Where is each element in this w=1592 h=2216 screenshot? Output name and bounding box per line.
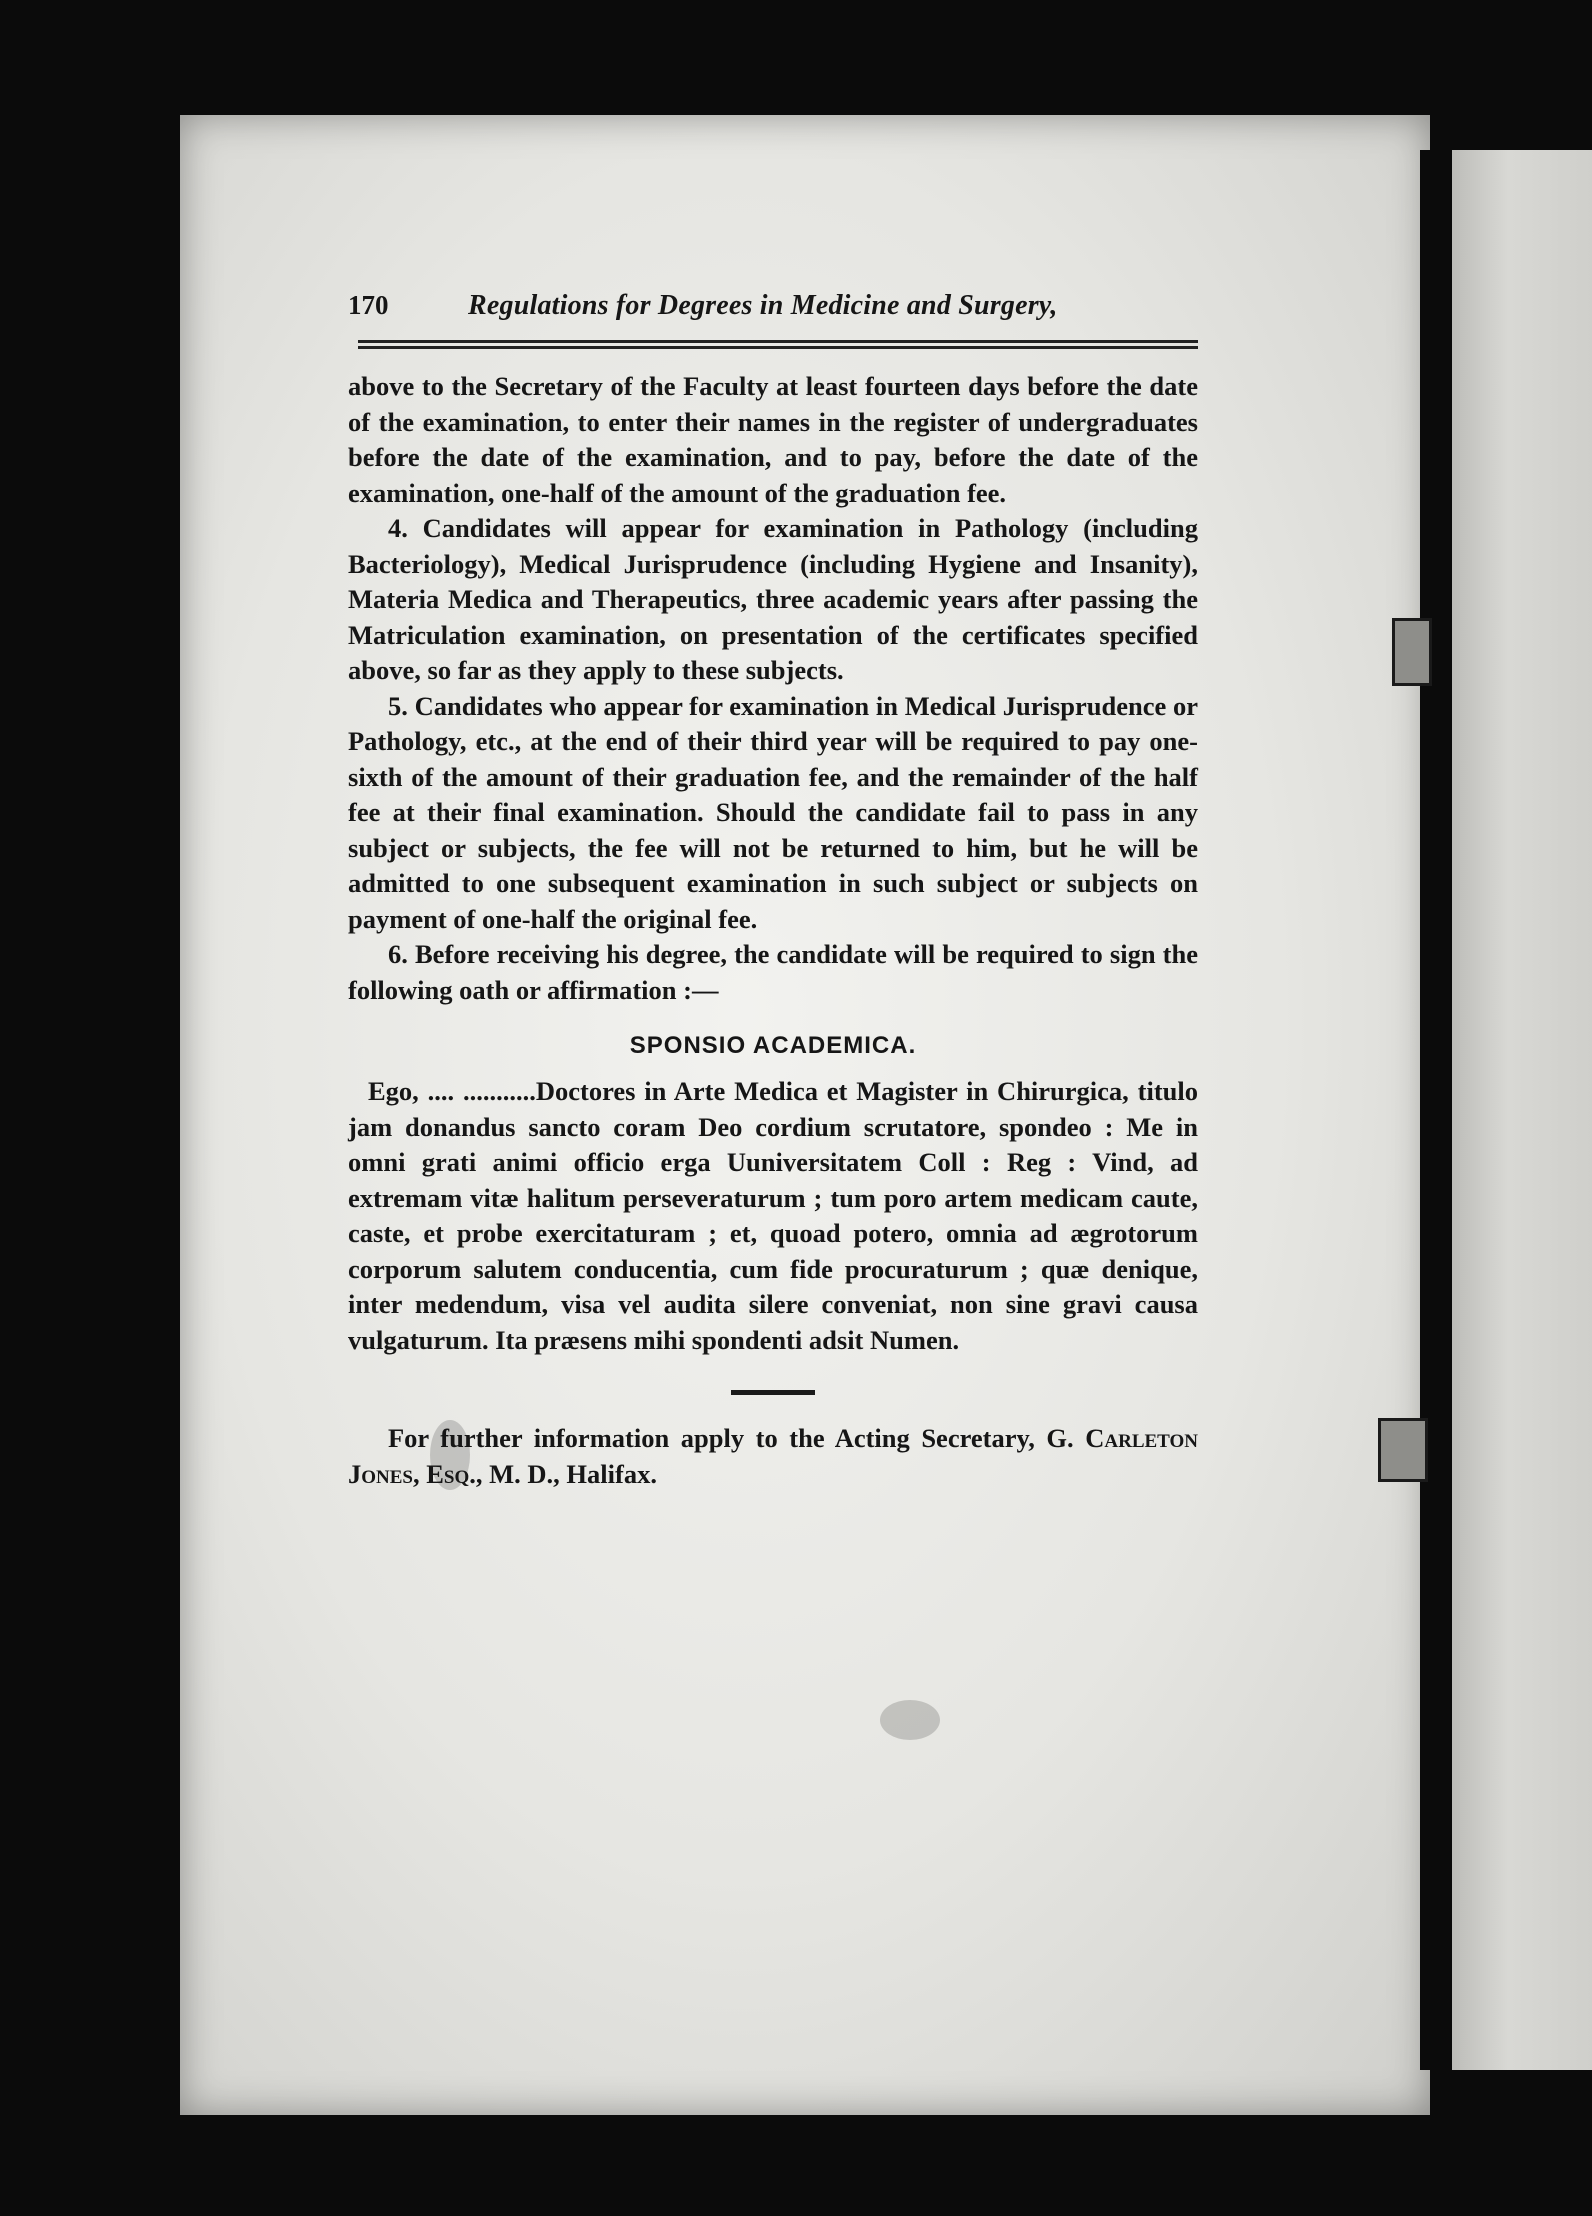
page-number: 170 — [348, 290, 389, 320]
page-content — [348, 290, 1198, 1492]
section-divider — [731, 1390, 815, 1395]
footer-name: Jones, Esq. — [348, 1458, 476, 1489]
footer-name: Carleton — [1085, 1423, 1198, 1453]
footer-text: , M. D., Halifax. — [475, 1458, 657, 1489]
footer-note — [348, 1421, 1198, 1492]
facing-page-edge — [1452, 150, 1592, 2070]
page-gutter — [1420, 150, 1450, 2070]
paragraph: 6. Before receiving his degree, the candidate will be required to sign the following oath or affirmation :— — [348, 939, 1198, 1005]
header-rule — [358, 340, 1198, 349]
paragraph: 4. Candidates will appear for examination in Pathology (including Bacteriology), Medical Jurisprudence (including Hygiene and Insanity), Materia Medica and Therapeutics, three academic years after passing the Matriculation examination, on presentation of the certificates specified above, so far as they apply to these subjects. — [348, 513, 1198, 685]
footer-text: For further information apply to the Acting Secretary, G. — [388, 1423, 1074, 1453]
paragraph: 5. Candidates who appear for examination in Medical Jurisprudence or Pathology, etc., at the end of their third year will be required to pay one-sixth of the amount of their graduation fee, and the remainder of the half fee at their final examination. Should the candidate fail to pass in any subject or subjects, the fee will not be returned to him, but he will be admitted to one subsequent examination in such subject or subjects on payment of one-half the original fee. — [348, 690, 1198, 934]
running-title: Regulations for Degrees in Medicine and Surgery, — [468, 290, 1058, 321]
section-heading: SPONSIO ACADEMICA. — [629, 1032, 917, 1059]
smudge-mark — [880, 1700, 940, 1740]
paragraph: above to the Secretary of the Faculty at least fourteen days before the date of the examination, to enter their names in the register of undergraduates before the date of the examination, and to pay, before the date of the examination, one-half of the amount of the graduation fee. — [348, 371, 1198, 508]
page-tab-upper — [1392, 618, 1432, 686]
page-tab-lower — [1378, 1418, 1428, 1482]
page-header — [348, 290, 1198, 330]
oath-text: Ego, .... ...........Doctores in Arte Medica et Magister in Chirurgica, titulo jam donandus sancto coram Deo cordium scrutatore, spondeo : Me in omni grati animi officio erga Uuniversitatem Coll : Reg : Vind, ad extremam vitæ halitum perseveraturum ; tum poro artem medicam caute, caste, et probe exercitaturam ; et, quoad potero, omnia ad ægrotorum corporum salutem conducentia, cum fide procuraturum ; quæ denique, inter medendum, visa vel audita silere conveniat, non sine gravi causa vulgaturum. Ita præsens mihi spondenti adsit Numen. — [348, 1076, 1198, 1355]
body-text — [348, 369, 1198, 1008]
